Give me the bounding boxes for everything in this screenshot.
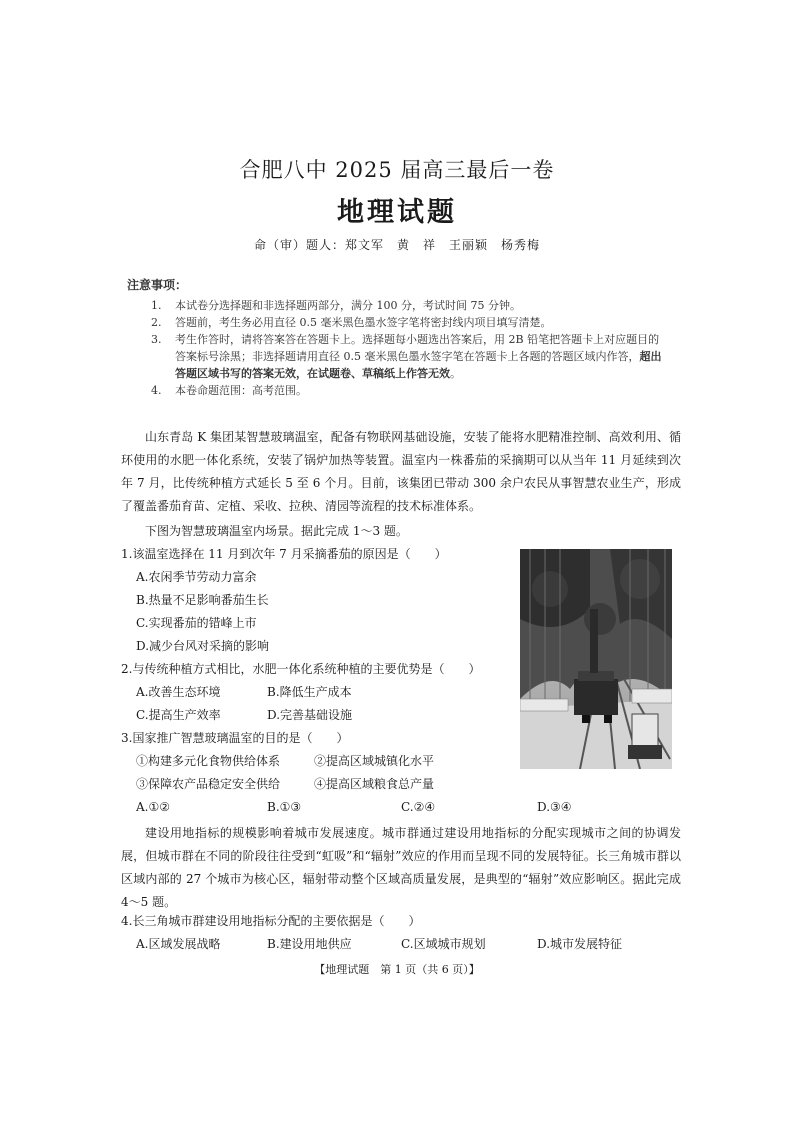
q3-option-d: D.③④ xyxy=(537,800,572,814)
q3-statement-3: ③保障农产品稳定安全供给 xyxy=(136,777,281,791)
notice-num: 4. xyxy=(151,384,162,397)
q3-option-b: B.①③ xyxy=(267,800,302,814)
notice-num: 2. xyxy=(151,316,162,329)
material-paragraph-2: 下图为智慧玻璃温室内场景。据此完成 1～3 题。 xyxy=(145,524,408,538)
q2-option-a: A.改善生态环境 xyxy=(136,685,221,699)
q3-statement-1: ①构建多元化食物供给体系 xyxy=(136,754,281,768)
notice-item xyxy=(127,314,667,331)
notice-num: 3. xyxy=(151,333,162,346)
q3-option-c: C.②④ xyxy=(401,800,436,814)
notice-section xyxy=(127,276,667,399)
notice-text-end: 。 xyxy=(450,367,461,380)
q4-option-b: B.建设用地供应 xyxy=(267,937,352,951)
exam-title: 合肥八中 2025 届高三最后一卷 xyxy=(239,158,555,182)
q3-option-a: A.①② xyxy=(136,800,170,814)
notice-text: 本试卷分选择题和非选择题两部分，满分 100 分，考试时间 75 分钟。 xyxy=(175,299,521,312)
q4-option-a: A.区域发展战略 xyxy=(136,937,221,951)
q3-statement-4: ④提高区域粮食总产量 xyxy=(314,777,435,791)
q1-option-b: B.热量不足影响番茄生长 xyxy=(136,593,269,607)
q1-option-c: C.实现番茄的错峰上市 xyxy=(136,616,257,630)
subject-title: 地理试题 xyxy=(337,197,457,228)
page-footer: 【地理试题 第 1 页（共 6 页）】 xyxy=(314,963,480,976)
notice-item xyxy=(127,382,667,399)
notice-text: 本卷命题范围：高考范围。 xyxy=(175,384,307,397)
notice-heading: 注意事项： xyxy=(127,278,188,292)
q3-statement-2: ②提高区域城镇化水平 xyxy=(314,754,435,768)
notice-text: 答题前，考生务必用直径 0.5 毫米黑色墨水签字笔将密封线内项目填写清楚。 xyxy=(175,316,552,329)
q1-option-d: D.减少台风对采摘的影响 xyxy=(136,639,270,653)
notice-item xyxy=(127,297,667,314)
question-3-stem: 3.国家推广智慧玻璃温室的目的是（ ） xyxy=(121,731,349,745)
question-4-stem: 4.长三角城市群建设用地指标分配的主要依据是（ ） xyxy=(121,914,421,928)
notice-item xyxy=(127,331,667,382)
notice-bold-warning: 超出答题区域书写的答案无效，在试题卷、草稿纸上作答无效 xyxy=(175,350,662,380)
notice-text xyxy=(175,331,667,382)
authors-line: 命（审）题人：郑文军 黄 祥 王丽颖 杨秀梅 xyxy=(253,238,540,252)
q2-option-b: B.降低生产成本 xyxy=(267,685,352,699)
greenhouse-scene xyxy=(520,549,672,769)
question-1-stem: 1.该温室选择在 11 月到次年 7 月采摘番茄的原因是（ ） xyxy=(121,547,447,561)
material-paragraph-3: 建设用地指标的规模影响着城市发展速度。城市群通过建设用地指标的分配实现城市之间的协调发展，但城市群在不同的阶段往往受到“虹吸”和“辐射”效应的作用而呈现不同的发展特征。长三角城市群以区域内部的 27 个城市为核心区，辐射带动整个区域高质量发展，是典型的“辐射”效应影响区。据此完成 4～5 题。 xyxy=(121,826,682,909)
notice-num: 1. xyxy=(151,299,162,312)
q2-option-c: C.提高生产效率 xyxy=(136,708,221,722)
q4-option-c: C.区域城市规划 xyxy=(401,937,486,951)
greenhouse-photo xyxy=(520,549,672,769)
q2-option-d: D.完善基础设施 xyxy=(267,708,353,722)
q1-option-a: A.农闲季节劳动力富余 xyxy=(136,570,257,584)
notice-text-part: 考生作答时，请将答案答在答题卡上。选择题每小题选出答案后，用 2B 铅笔把答题卡上对应题目的答案标号涂黑；非选择题请用直径 0.5 毫米黑色墨水签字笔在答题卡上各题的答题区域内作答， xyxy=(175,333,660,363)
question-2-stem: 2.与传统种植方式相比，水肥一体化系统种植的主要优势是（ ） xyxy=(121,662,481,676)
material-paragraph-1: 山东青岛 K 集团某智慧玻璃温室，配备有物联网基础设施，安装了能将水肥精准控制、高效利用、循环使用的水肥一体化系统，安装了锅炉加热等装置。温室内一株番茄的采摘期可以从当年 11 月延续到次年 7 月，比传统种植方式延长 5 至 6 个月。目前，该集团已带动 300 余户农民从事智慧农业生产，形成了覆盖番茄育苗、定植、采收、拉秧、清园等流程的技术标准体系。 xyxy=(121,430,681,513)
q4-option-d: D.城市发展特征 xyxy=(537,937,623,951)
